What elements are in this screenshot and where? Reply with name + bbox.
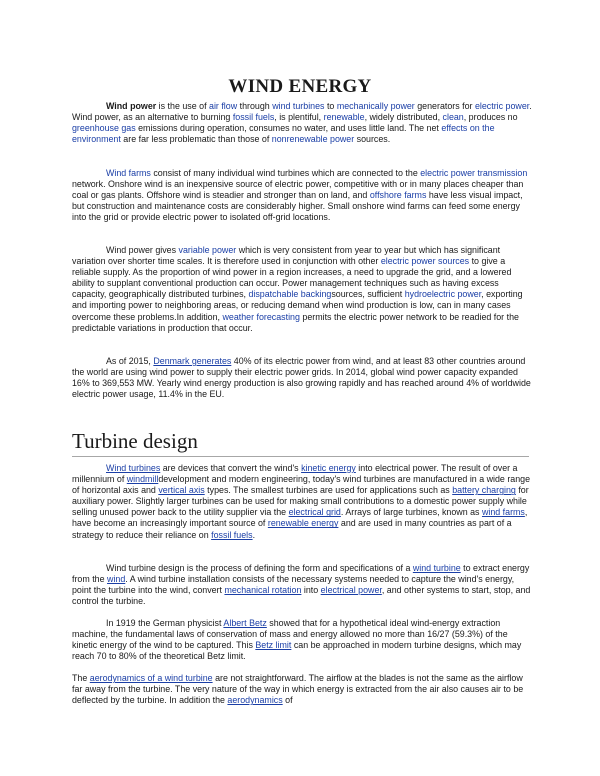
link-aerodynamics[interactable]: aerodynamics <box>227 695 283 706</box>
link-offshore-farms[interactable]: offshore farms <box>369 190 427 201</box>
link-greenhouse-gas[interactable]: greenhouse gas <box>72 123 136 134</box>
text-run: types. The smallest turbines are used for applications such as <box>204 485 453 496</box>
text-run: and are used in many countries as part of a strategy to reduce their reliance on <box>72 518 512 540</box>
link-electrical-power[interactable]: electrical power <box>320 585 382 596</box>
text-run: Wind turbine design is the process of defining the form and specifications of a <box>106 563 413 573</box>
link-denmark-generates[interactable]: Denmark generates <box>153 356 232 366</box>
text-run: , widely distributed, <box>364 112 443 123</box>
aerodynamics-paragraph <box>72 673 532 706</box>
text-run: to <box>324 101 337 111</box>
link-renewable-energy[interactable]: renewable energy <box>267 518 339 529</box>
text-run: , and other systems to start, stop, and control the turbine. <box>72 585 531 607</box>
link-fossil-fuels[interactable]: fossil fuels <box>232 112 275 123</box>
link-betz-limit[interactable]: Betz limit <box>255 640 292 651</box>
link-wind-farms[interactable]: Wind farms <box>106 168 151 178</box>
link-air-flow[interactable]: air flow <box>209 101 238 111</box>
link-wind-turbines[interactable]: wind turbines <box>272 101 325 111</box>
text-run: As of 2015, <box>106 356 154 366</box>
text-run: . Arrays of large turbines, known as <box>340 507 482 518</box>
text-run: , exporting and importing power to neighboring areas, or reducing demand when wind production is low, can in many cases overcome these problems.In addition, <box>72 289 523 322</box>
text-run: are not straightforward. The airflow at the blades is not the same as the airflow far away from the turbine. The very nature of the way in which energy is extracted from the air also causes air to be deflected by the turbine. In addition the <box>72 673 524 706</box>
link-wind[interactable]: wind <box>107 574 126 585</box>
section-heading-turbine-design: Turbine design <box>72 429 529 457</box>
link-vertical-axis[interactable]: vertical axis <box>158 485 205 496</box>
text-run: sources. <box>354 134 391 145</box>
link-hydroelectric-power[interactable]: hydroelectric power <box>404 289 482 300</box>
text-run: emissions during operation, consumes no water, and uses little land. The net <box>135 123 442 134</box>
text-run: The <box>72 673 90 683</box>
text-run: is the use of <box>156 101 210 111</box>
link-battery-charging[interactable]: battery charging <box>452 485 516 496</box>
text-run: to extract energy from the <box>72 563 530 585</box>
text-run: 40% of its electric power from wind, and at least 83 other countries around the world are using wind power to supply their electric power grids. In 2014, global wind power capacity expanded 16% to 369,553 MW. Yearly wind energy production is also growing rapidly and has reached around 4% of worldwide electric power usage, 11.4% in the EU. <box>72 356 531 400</box>
text-run: In 1919 the German physicist <box>106 618 224 628</box>
text-run: consist of many individual wind turbines which are connected to the <box>150 168 421 178</box>
link-fossil-fuels[interactable]: fossil fuels <box>211 529 253 540</box>
link-wind-turbine[interactable]: wind turbine <box>412 563 461 573</box>
document-title: WIND ENERGY <box>228 76 372 97</box>
intro-paragraph <box>72 101 532 145</box>
text-run: to give a reliable supply. As the proportion of wind power in a region increases, a need to upgrade the grid, and a lowered ability to supplant conventional production can occur. Power management techniques such as having excess capacity, geographically distributed turbines, <box>72 256 512 300</box>
text-run: development and modern engineering, today's wind turbines are manufactured in a wide range of horizontal axis and <box>72 474 531 496</box>
link-aerodynamics-of-wind-turbine[interactable]: aerodynamics of a wind turbine <box>89 673 213 683</box>
link-albert-betz[interactable]: Albert Betz <box>223 618 267 628</box>
link-electric-power-sources[interactable]: electric power sources <box>380 256 470 267</box>
text-run: of <box>282 695 293 706</box>
statistics-paragraph <box>72 356 532 400</box>
text-run: can be approached in modern turbine designs, which may reach 70 to 80% of the theoretical Betz limit. <box>72 640 522 662</box>
text-run: through <box>237 101 273 111</box>
link-effects-on-environment[interactable]: effects on the environment <box>72 123 495 145</box>
text-run: are far less problematic than those of <box>120 134 272 145</box>
text-run: into electrical power. The result of over a millennium of <box>72 463 518 485</box>
link-wind-farms[interactable]: wind farms <box>481 507 525 518</box>
link-clean[interactable]: clean <box>442 112 464 123</box>
text-run: , have become an increasingly important source of <box>72 507 528 529</box>
text-run: , produces no <box>463 112 518 123</box>
text-run: , is plentiful, <box>274 112 324 123</box>
text-run: sources, sufficient <box>331 289 405 300</box>
wind-farms-paragraph <box>72 168 532 223</box>
wind-turbines-paragraph <box>72 463 532 541</box>
text-run: are devices that convert the wind's <box>160 463 302 473</box>
link-weather-forecasting[interactable]: weather forecasting <box>222 311 300 322</box>
link-kinetic-energy[interactable]: kinetic energy <box>301 463 356 473</box>
text-run: Wind power gives <box>106 245 179 255</box>
variable-power-paragraph <box>72 245 532 334</box>
link-renewable[interactable]: renewable <box>323 112 365 123</box>
text-run: . A wind turbine installation consists of the necessary systems needed to capture the wind's energy, point the turbine into the wind, convert <box>72 574 515 596</box>
link-electric-power[interactable]: electric power <box>474 101 530 111</box>
link-wind-turbines[interactable]: Wind turbines <box>106 463 161 473</box>
link-electrical-grid[interactable]: electrical grid <box>288 507 341 518</box>
text-run: permits the electric power network to be readied for the predictable variations in production that occur. <box>72 311 519 333</box>
link-windmill[interactable]: windmill <box>126 474 159 485</box>
text-run: showed that for a hypothetical ideal wind-energy extraction machine, the fundamental laws of conservation of mass and energy allowed no more than 16/27 (59.3%) of the kinetic energy of the wind to be captured. This <box>72 618 508 651</box>
link-dispatchable-backing[interactable]: dispatchable backing <box>248 289 332 300</box>
text-run: into <box>301 585 321 596</box>
link-mechanically-power[interactable]: mechanically power <box>336 101 415 111</box>
text-run: . Wind power, as an alternative to burning <box>72 101 532 123</box>
link-electric-power-transmission[interactable]: electric power transmission <box>420 168 528 178</box>
text-run: have less visual impact, but construction and maintenance costs are considerably higher. Small onshore wind farms can feed some energy into the grid or provide electric power to isolated off-grid locations. <box>72 190 523 223</box>
link-mechanical-rotation[interactable]: mechanical rotation <box>224 585 302 596</box>
text-run: generators for <box>414 101 475 111</box>
text-run: which is very consistent from year to year but which has significant variation over shorter time scales. It is therefore used in conjunction with other <box>72 245 501 267</box>
text-run: for auxiliary power. Slightly larger turbines can be used for making small contributions to a domestic power supply while selling unused power back to the utility supplier via the <box>72 485 529 518</box>
text-run: . <box>252 529 256 540</box>
betz-paragraph <box>72 618 532 662</box>
term-wind-power: Wind power <box>106 101 157 111</box>
text-run: network. Onshore wind is an inexpensive source of electric power, competitive with or in many places cheaper than coal or gas plants. Offshore wind is steadier and stronger than on land, and <box>72 179 524 201</box>
turbine-design-paragraph <box>72 563 532 607</box>
link-nonrenewable-power[interactable]: nonrenewable power <box>271 134 355 145</box>
link-variable-power[interactable]: variable power <box>178 245 237 255</box>
